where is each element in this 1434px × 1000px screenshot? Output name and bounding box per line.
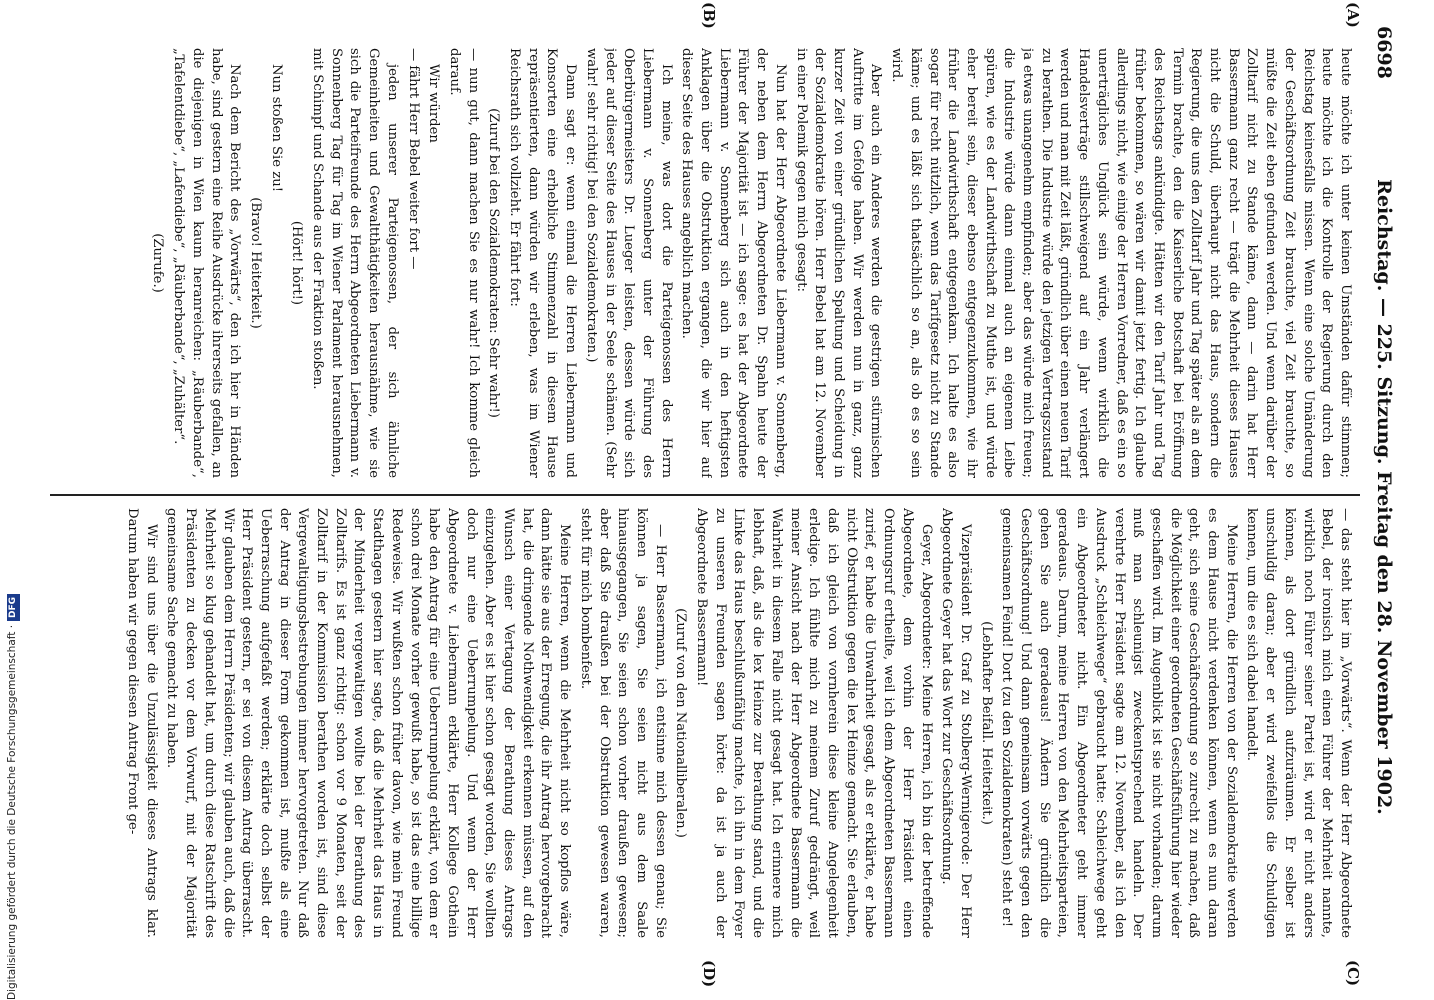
paragraph: — fährt Herr Bebel weiter fort — bbox=[405, 48, 421, 270]
column-divider bbox=[50, 494, 1360, 496]
interjection: (Zuruf von den Nationalliberalen.) bbox=[673, 608, 689, 838]
paragraph: heute möchte ich unter keinen Umständen dafür stimmen; heute möchte ich die Kontrolle der Regierung durch den Reichstag keinesfalls missen. Wenn eine solche Umänderung der Geschäftsordnung Zeit brauchte, viel Zeit brauchte, so müßte die Zeit eben gefunden werden. Und wenn darüber der Zolltarif nicht zu Stande käme, dann — darin hat Herr Bassermann ganz recht — trägt die Mehrheit dieses Hauses nicht die Schuld, überhaupt nicht das Haus, sondern die Regierung, die uns den Zolltarif Jahr und Tag später als an dem Termin brachte, den die Kaiserliche Botschaft bei Eröffnung des Reichstags ankündigte. Hätten wir den Tarif Jahr und Tag früher bekommen, so wären wir damit jetzt fertig. Ich glaube allerdings nicht, wie einige der Herren Vorredner, daß es ein so unerträgliches Unglück sein würde, wenn wirklich die Handelsverträge stillschweigend auf ein Jahr verlängert werden und man mit Zeit läßt, gründlich über einen neuen Tarif zu berathen. Die Industrie würde den jetzigen Vertragszustand ja etwas unangenehm empfinden; aber das würde mich freuen; die Industrie würde dann einmal auch an eigenem Leibe spüren, wie es der Landwirthschaft zu Muthe ist, und würde eher bereit sein, dieser ebenso entgegenzukommen, wie ihr früher die Landwirthschaft entgegenkam. Ich halte es also sogar für recht nützlich, wenn das Tarifgesetz nicht zu Stande käme; und es läßt sich thatsächlich so an, als ob es so sein wird. bbox=[889, 48, 1353, 478]
margin-marker-b: (B) bbox=[700, 2, 718, 29]
paragraph: Ich meine, was dort die Parteigenossen des Herrn Liebermann v. Sonnenberg unter der Führung des Oberbürgermeisters Dr. Lueger leisten, dessen würde sich jeder auf dieser Seite des Hauses in der Seele schämen. (Sehr wahr! sehr richtig! bei den Sozialdemokraten.) bbox=[583, 48, 674, 478]
page-number: 6698 bbox=[1373, 26, 1395, 79]
page-header bbox=[1366, 22, 1402, 972]
speaker-paragraph: Geyer, Abgeordneter: Meine Herren, ich bin der betreffende Abgeordnete, dem vorhin der Herr Präsident einen Ordnungsruf ertheilte, weil ich dem Abgeordneten Bassermann zurief, er habe die Unwahrheit gesagt, als er erklärte, er habe nicht Obstruktion gegen die lex Heinze gemacht. Sie erlauben, daß ich gleich von vornherein diese kleine Angelegenheit erledige. Ich fühlte mich zu meinem Zuruf gedrängt, weil meiner Ansicht nach der Herr Abgeordnete Bassermann die Wahrheit in diesem Falle nicht gesagt hat. Ich erinnere mich lebhaft, daß, als die lex Heinze zur Berathung stand, und die Linke das Haus beschlußunfähig machte, ich ihn in dem Foyer zu unseren Freunden sagen hörte: da ist ja auch der Abgeordnete Bassermann! bbox=[694, 508, 934, 938]
quote-paragraph: Nun hat der Herr Abgeordnete Liebermann v. Sonnenberg, der neben dem Herrn Abgeordneten Dr. Spahn heute der Führer der Majorität ist — ich sage: es hat der Abgeordnete Liebermann v. Sonnenberg sich auch in den heftigsten Anklagen über die Obstruktion ergangen, die wir hier auf dieser Seite des Hauses angeblich machen. bbox=[679, 48, 788, 478]
margin-marker-d: (D) bbox=[700, 960, 718, 988]
quote-paragraph: jeden unserer Parteigenossen, der sich ähnliche Gemeinheiten und Gewaltthätigkeiten herausnähme, wie sie sich die Parteifreunde des Herrn Abgeordneten Liebermann v. Sonnenberg Tag für Tag im Wiener Parlament herausnehmen, mit Schimpf und Schande aus der Fraktion stoßen. bbox=[310, 48, 400, 478]
page-title: Reichstag. — 225. Sitzung. Freitag den 28. November 1902. bbox=[1373, 179, 1395, 815]
paragraph: Vizepräsident Dr. Graf zu Stolberg-Wernigerode: Der Herr Abgeordnete Geyer hat das Wort zur Geschäftsordnung. bbox=[939, 508, 973, 938]
paragraph: Nun stoßen Sie zu! bbox=[268, 64, 284, 193]
interjection: (Zuruf bei den Sozialdemokraten: Sehr wahr!) bbox=[486, 108, 502, 418]
document-page bbox=[50, 0, 1410, 1000]
interjection: (Lebhafter Beifall. Heiterkeit.) bbox=[978, 621, 994, 825]
paragraph: Meine Herren, wenn die Mehrheit nicht so kopflos wäre, dann hätte sie aus der Erregung, die ihr Antrag hervorgebracht hat, die dringende Nothwendigkeit erkennen müssen, auf den Wunsch einer Vertagung der Berathung dieses Antrags einzugehen. Aber es ist hier schon gesagt worden, Sie wollten doch nur eine Ueberrumpelung. Und wenn der Herr Abgeordnete v. Liebermann erklärte, Herr Kollege Gothein habe den Antrag für eine Ueberrumpelung erklärt, von dem er schon drei Monate vorher gewußt habe, so ist das eine billige Redeweise. Wir wußten schon früher davon, wie mein Freund Stadthagen gestern hier sagte, daß die Mehrheit das Haus in der Minderheit vergewaltigen wollte bei der Berathung des Zolltarifs. Es ist ganz richtig: schon vor 9 Monaten, seit der Zolltarif in der Kommission berathen worden ist, sind diese Vergewaltigungsbestrebungen immer hervorgetreten. Nur daß der Antrag in dieser Form gekommen ist, mußte als eine Ueberraschung aufgefaßt werden; erklärte doch selbst der Herr Präsident gestern, er sei von diesem Antrag überrascht. Wir glauben dem Herrn Präsidenten; wir glauben auch, daß die Mehrheit so klug gehandelt hat, um durch diese Ratschrift des Präsidenten zu decken vor dem Vorwurf, mit der Majorität gemeinsame Sache gemacht zu haben. bbox=[164, 508, 573, 938]
interjection: (Zurufe.) bbox=[150, 233, 166, 293]
left-column bbox=[62, 48, 1354, 478]
paragraph: Dann sagt er: wenn einmal die Herren Liebermann und Konsorten eine erhebliche Stimmenzahl in diesem Hause repräsentierten, dann würden wir erleben, was im Wiener Reichsrath sich vollzieht. Er fährt fort: bbox=[507, 48, 579, 478]
right-column bbox=[62, 508, 1354, 938]
interjection: (Hört! hört!) bbox=[289, 220, 305, 306]
paragraph: Aber auch ein Anderes werden die gestrigen stürmischen Auftritte im Gefolge haben. Wir werden nun in ganz, ganz kurzer Zeit von einer gründlichen Spaltung und Scheidung in der Sozialdemokratie hören. Herr Bebel hat am 12. November in einer Polemik gegen mich gesagt: bbox=[793, 48, 884, 478]
dfg-logo: DFG bbox=[7, 594, 20, 621]
credit-text: Digitalisierung gefördert durch die Deutsche Forschungsgemeinschaft · bbox=[6, 624, 18, 1000]
digitization-credit bbox=[3, 0, 21, 1000]
paragraph: — das steht hier im „Vorwärts“. Wenn der Herr Abgeordnete Bebel, der ironisch mich einen Führer der Mehrheit nannte, wirklich noch Führer seiner Partei ist, wird er nicht anders können, als dort gründlich aufzuräumen. Er selber ist unschuldig daran; aber er wird zweifellos die Schuldigen kennen, um die es sich dabei handelt. bbox=[1244, 508, 1353, 938]
paragraph: — nun gut, dann machen Sie es nur wahr! Ich komme gleich darauf. bbox=[446, 48, 481, 478]
paragraph: Meine Herren, die Herren von der Sozialdemokratie werden es dem Hause nicht verdenken können, wenn es nun daran geht, sich seine Geschäftsordnung so zurecht zu machen, daß die Möglichkeit einer geordneten Geschäftsführung hier wieder geschaffen wird. Im Augenblick ist sie nicht vorhanden; darum muß man schleunigst zweckentsprechend handeln. Der verehrte Herr Präsident sagte am 12. November, als ich den Ausdruck „Schleichwege“ gebraucht hatte: Schleichwege geht ein Abgeordneter nicht. Ein Abgeordneter geht immer geradeaus. Darum, meine Herren von den Mehrheitsparteien, gehen Sie auch geradeaus! Ändern Sie gründlich die Geschäftsordnung! Und dann gemeinsam vorwärts gegen den gemeinsamen Feind! Dort (zu den Sozialdemokraten) steht er! bbox=[999, 508, 1239, 938]
paragraph: — Herr Bassermann, ich entsinne mich dessen genau; Sie können ja sagen, Sie seien nicht aus dem Saale hinausgegangen, Sie seien schon vorher draußen gewesen; aber daß Sie draußen bei der Obstruktion gewesen waren, steht für mich bombenfest. bbox=[577, 508, 668, 938]
margin-marker-a: (A) bbox=[1344, 2, 1362, 28]
paragraph: Nach dem Bericht des „Vorwärts“, den ich hier in Händen habe, sind gestern eine Reihe Ausdrücke ihrerseits gefallen, an die diejenigen in Wien kaum heranreichen: „Räuberbande“, „Tafelentdiebe“, „Lafendiebe“, „Räuberbande“, „Zuhälter“. bbox=[171, 48, 243, 478]
paragraph: Wir sind uns über die Unzulässigkeit dieses Antrags klar. Darum haben wir gegen diesen Antrag Front ge- bbox=[125, 508, 159, 938]
paragraph: Wir würden bbox=[426, 64, 442, 143]
margin-marker-c: (C) bbox=[1344, 960, 1362, 987]
interjection: (Bravo! Heiterkeit.) bbox=[247, 197, 263, 329]
